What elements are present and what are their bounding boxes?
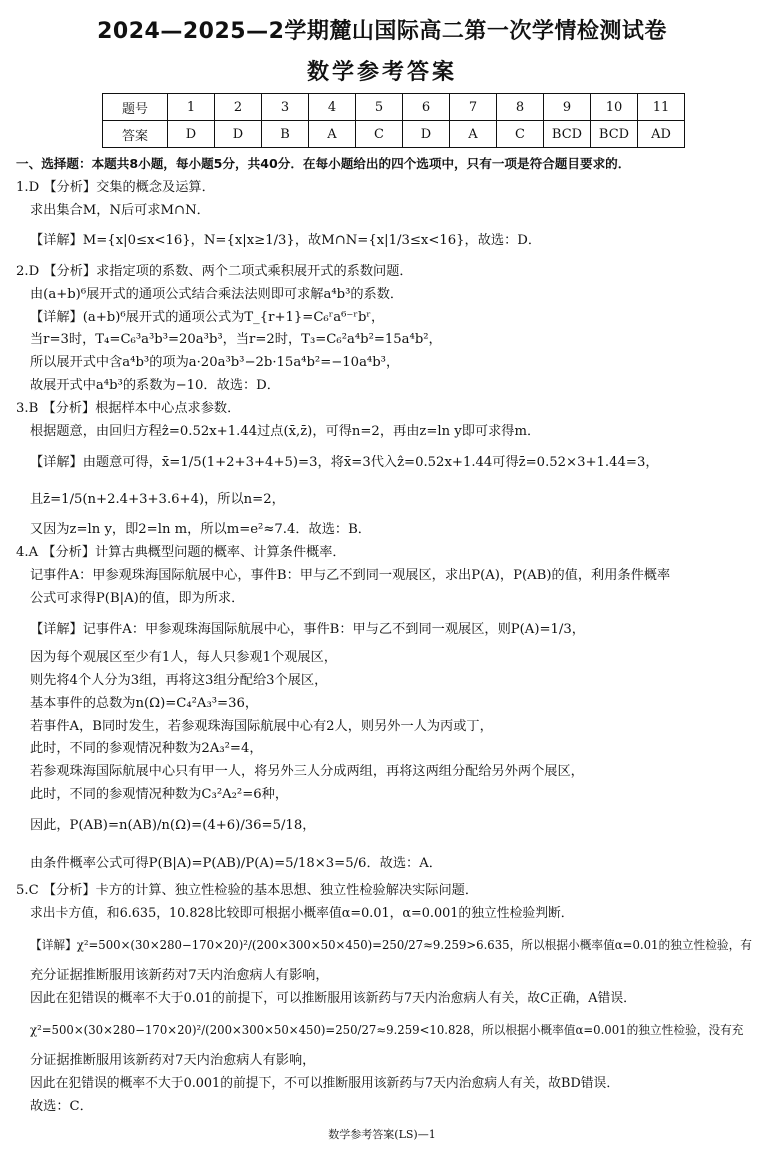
- q5-analysis: 5.C 【分析】卡方的计算、独立性检验的基本思想、独立性检验解决实际问题．: [16, 883, 479, 898]
- answer-table-answer-row: [103, 121, 685, 148]
- answer-table-number-row: [103, 94, 685, 121]
- solution-line: 所以展开式中含a⁴b³的项为a·20a³b³−2b·15a⁴b²=−10a⁴b³，: [30, 355, 400, 370]
- solution-line: 若参观珠海国际航展中心只有甲一人，将另外三人分成两组，再将这两组分配给另外两个展区，: [30, 764, 584, 779]
- table-header-cell: 题号: [103, 94, 168, 121]
- solution-line: 由条件概率公式可得P(B|A)=P(AB)/P(A)=5/18×3=5/6．故选：A．: [30, 856, 442, 871]
- question-number-cell: 6: [403, 94, 450, 121]
- solution-line: 充分证据推断服用该新药对7天内治愈病人有影响，: [30, 968, 329, 983]
- answer-cell: C: [497, 121, 544, 148]
- q4-analysis: 4.A 【分析】计算古典概型问题的概率、计算条件概率．: [16, 545, 346, 560]
- solution-line: 求出集合M，N后可求M∩N．: [30, 203, 210, 218]
- solution-line: 分证据推断服用该新药对7天内治愈病人有影响，: [30, 1053, 316, 1068]
- question-number-cell: 7: [450, 94, 497, 121]
- question-number-cell: 8: [497, 94, 544, 121]
- answer-cell: D: [215, 121, 262, 148]
- answer-cell: A: [309, 121, 356, 148]
- solution-line: 求出卡方值，和6.635，10.828比较即可根据小概率值α=0.01，α=0.001的独立性检验判断．: [30, 906, 574, 921]
- solution-line: 因此，P(AB)=n(AB)/n(Ω)=(4+6)/36=5/18，: [30, 818, 316, 833]
- solution-line: 故展开式中a⁴b³的系数为−10．故选：D．: [30, 378, 280, 393]
- solution-line: 则先将4个人分为3组，再将这3组分配给3个展区，: [30, 673, 328, 688]
- solution-line: 因为每个观展区至少有1人，每人只参观1个观展区，: [30, 650, 337, 665]
- answer-cell: D: [168, 121, 215, 148]
- answer-cell: BCD: [591, 121, 638, 148]
- answer-cell: BCD: [544, 121, 591, 148]
- solution-line: 因此在犯错误的概率不大于0.001的前提下，不可以推断服用该新药与7天内治愈病人有关，故BD错误．: [30, 1076, 620, 1091]
- q3-analysis: 3.B 【分析】根据样本中心点求参数．: [16, 401, 241, 416]
- q5-detail: 【详解】χ²=500×(30×280−170×20)²/(200×300×50×450)=250/27≈9.259>6.635，所以根据小概率值α=0.01的独立性检验，有: [30, 938, 752, 952]
- question-number-cell: 2: [215, 94, 262, 121]
- q2-detail: 【详解】(a+b)⁶展开式的通项公式为T_{r+1}=C₆ʳa⁶⁻ʳbʳ，: [30, 310, 385, 325]
- page-subtitle: 数学参考答案: [306, 60, 457, 85]
- solution-line: 此时，不同的参观情况种数为2A₃²=4，: [30, 741, 263, 756]
- solution-line: 记事件A：甲参观珠海国际航展中心，事件B：甲与乙不到同一观展区，求出P(A)，P(AB)的值，利用条件概率: [30, 568, 671, 583]
- answer-cell: B: [262, 121, 309, 148]
- table-header-cell: 答案: [103, 121, 168, 148]
- question-number-cell: 10: [591, 94, 638, 121]
- page-footer: 数学参考答案(LS)—1: [328, 1128, 436, 1141]
- answer-cell: C: [356, 121, 403, 148]
- solution-line: 根据题意，由回归方程ẑ=0.52x+1.44过点(x̄,z̄)，可得n=2，再由z=ln y即可求得m．: [30, 424, 541, 439]
- solution-line: 此时，不同的参观情况种数为C₃²A₂²=6种，: [30, 787, 289, 802]
- solution-line: 基本事件的总数为n(Ω)=C₄²A₃³=36，: [30, 696, 259, 711]
- question-number-cell: 11: [638, 94, 685, 121]
- q1-analysis: 1.D 【分析】交集的概念及运算．: [16, 180, 215, 195]
- answer-cell: AD: [638, 121, 685, 148]
- solution-line: 若事件A，B同时发生，若参观珠海国际航展中心有2人，则另外一人为丙或丁，: [30, 719, 493, 734]
- solution-line: χ²=500×(30×280−170×20)²/(200×300×50×450)=250/27≈9.259<10.828，所以根据小概率值α=0.001的独立性检验，没有充: [30, 1023, 744, 1037]
- solution-line: 当r=3时，T₄=C₆³a³b³=20a³b³，当r=2时，T₃=C₆²a⁴b²=15a⁴b²，: [30, 332, 442, 347]
- answer-cell: D: [403, 121, 450, 148]
- answer-cell: A: [450, 121, 497, 148]
- solution-line: 因此在犯错误的概率不大于0.01的前提下，可以推断服用该新药与7天内治愈病人有关，故C正确，A错误．: [30, 991, 636, 1006]
- solution-line: 故选：C．: [30, 1099, 93, 1114]
- question-number-cell: 1: [168, 94, 215, 121]
- section-heading: 一、选择题：本题共8小题，每小题5分，共40分．在每小题给出的四个选项中，只有一项是符合题目要求的．: [16, 156, 631, 171]
- q1-detail: 【详解】M={x|0≤x<16}，N={x|x≥1/3}，故M∩N={x|1/3≤x<16}，故选：D．: [30, 233, 542, 248]
- q3-detail: 【详解】由题意可得，x̄=1/5(1+2+3+4+5)=3，将x̄=3代入ẑ=0.52x+1.44可得z̄=0.52×3+1.44=3，: [30, 455, 659, 470]
- question-number-cell: 9: [544, 94, 591, 121]
- page-title: 2024—2025—2学期麓山国际高二第一次学情检测试卷: [97, 19, 667, 44]
- question-number-cell: 5: [356, 94, 403, 121]
- solution-line: 公式可求得P(B|A)的值，即为所求．: [30, 591, 245, 606]
- solution-line: 由(a+b)⁶展开式的通项公式结合乘法法则即可求解a⁴b³的系数．: [30, 287, 404, 302]
- question-number-cell: 4: [309, 94, 356, 121]
- solution-line: 且z̄=1/5(n+2.4+3+3.6+4)，所以n=2，: [30, 492, 285, 507]
- solution-line: 又因为z=ln y，即2=ln m，所以m=e²≈7.4．故选：B．: [30, 522, 371, 537]
- question-number-cell: 3: [262, 94, 309, 121]
- q2-analysis: 2.D 【分析】求指定项的系数、两个二项式乘积展开式的系数问题．: [16, 264, 413, 279]
- q4-detail: 【详解】记事件A：甲参观珠海国际航展中心，事件B：甲与乙不到同一观展区，则P(A)=1/3，: [30, 622, 585, 637]
- answer-table: [102, 93, 685, 148]
